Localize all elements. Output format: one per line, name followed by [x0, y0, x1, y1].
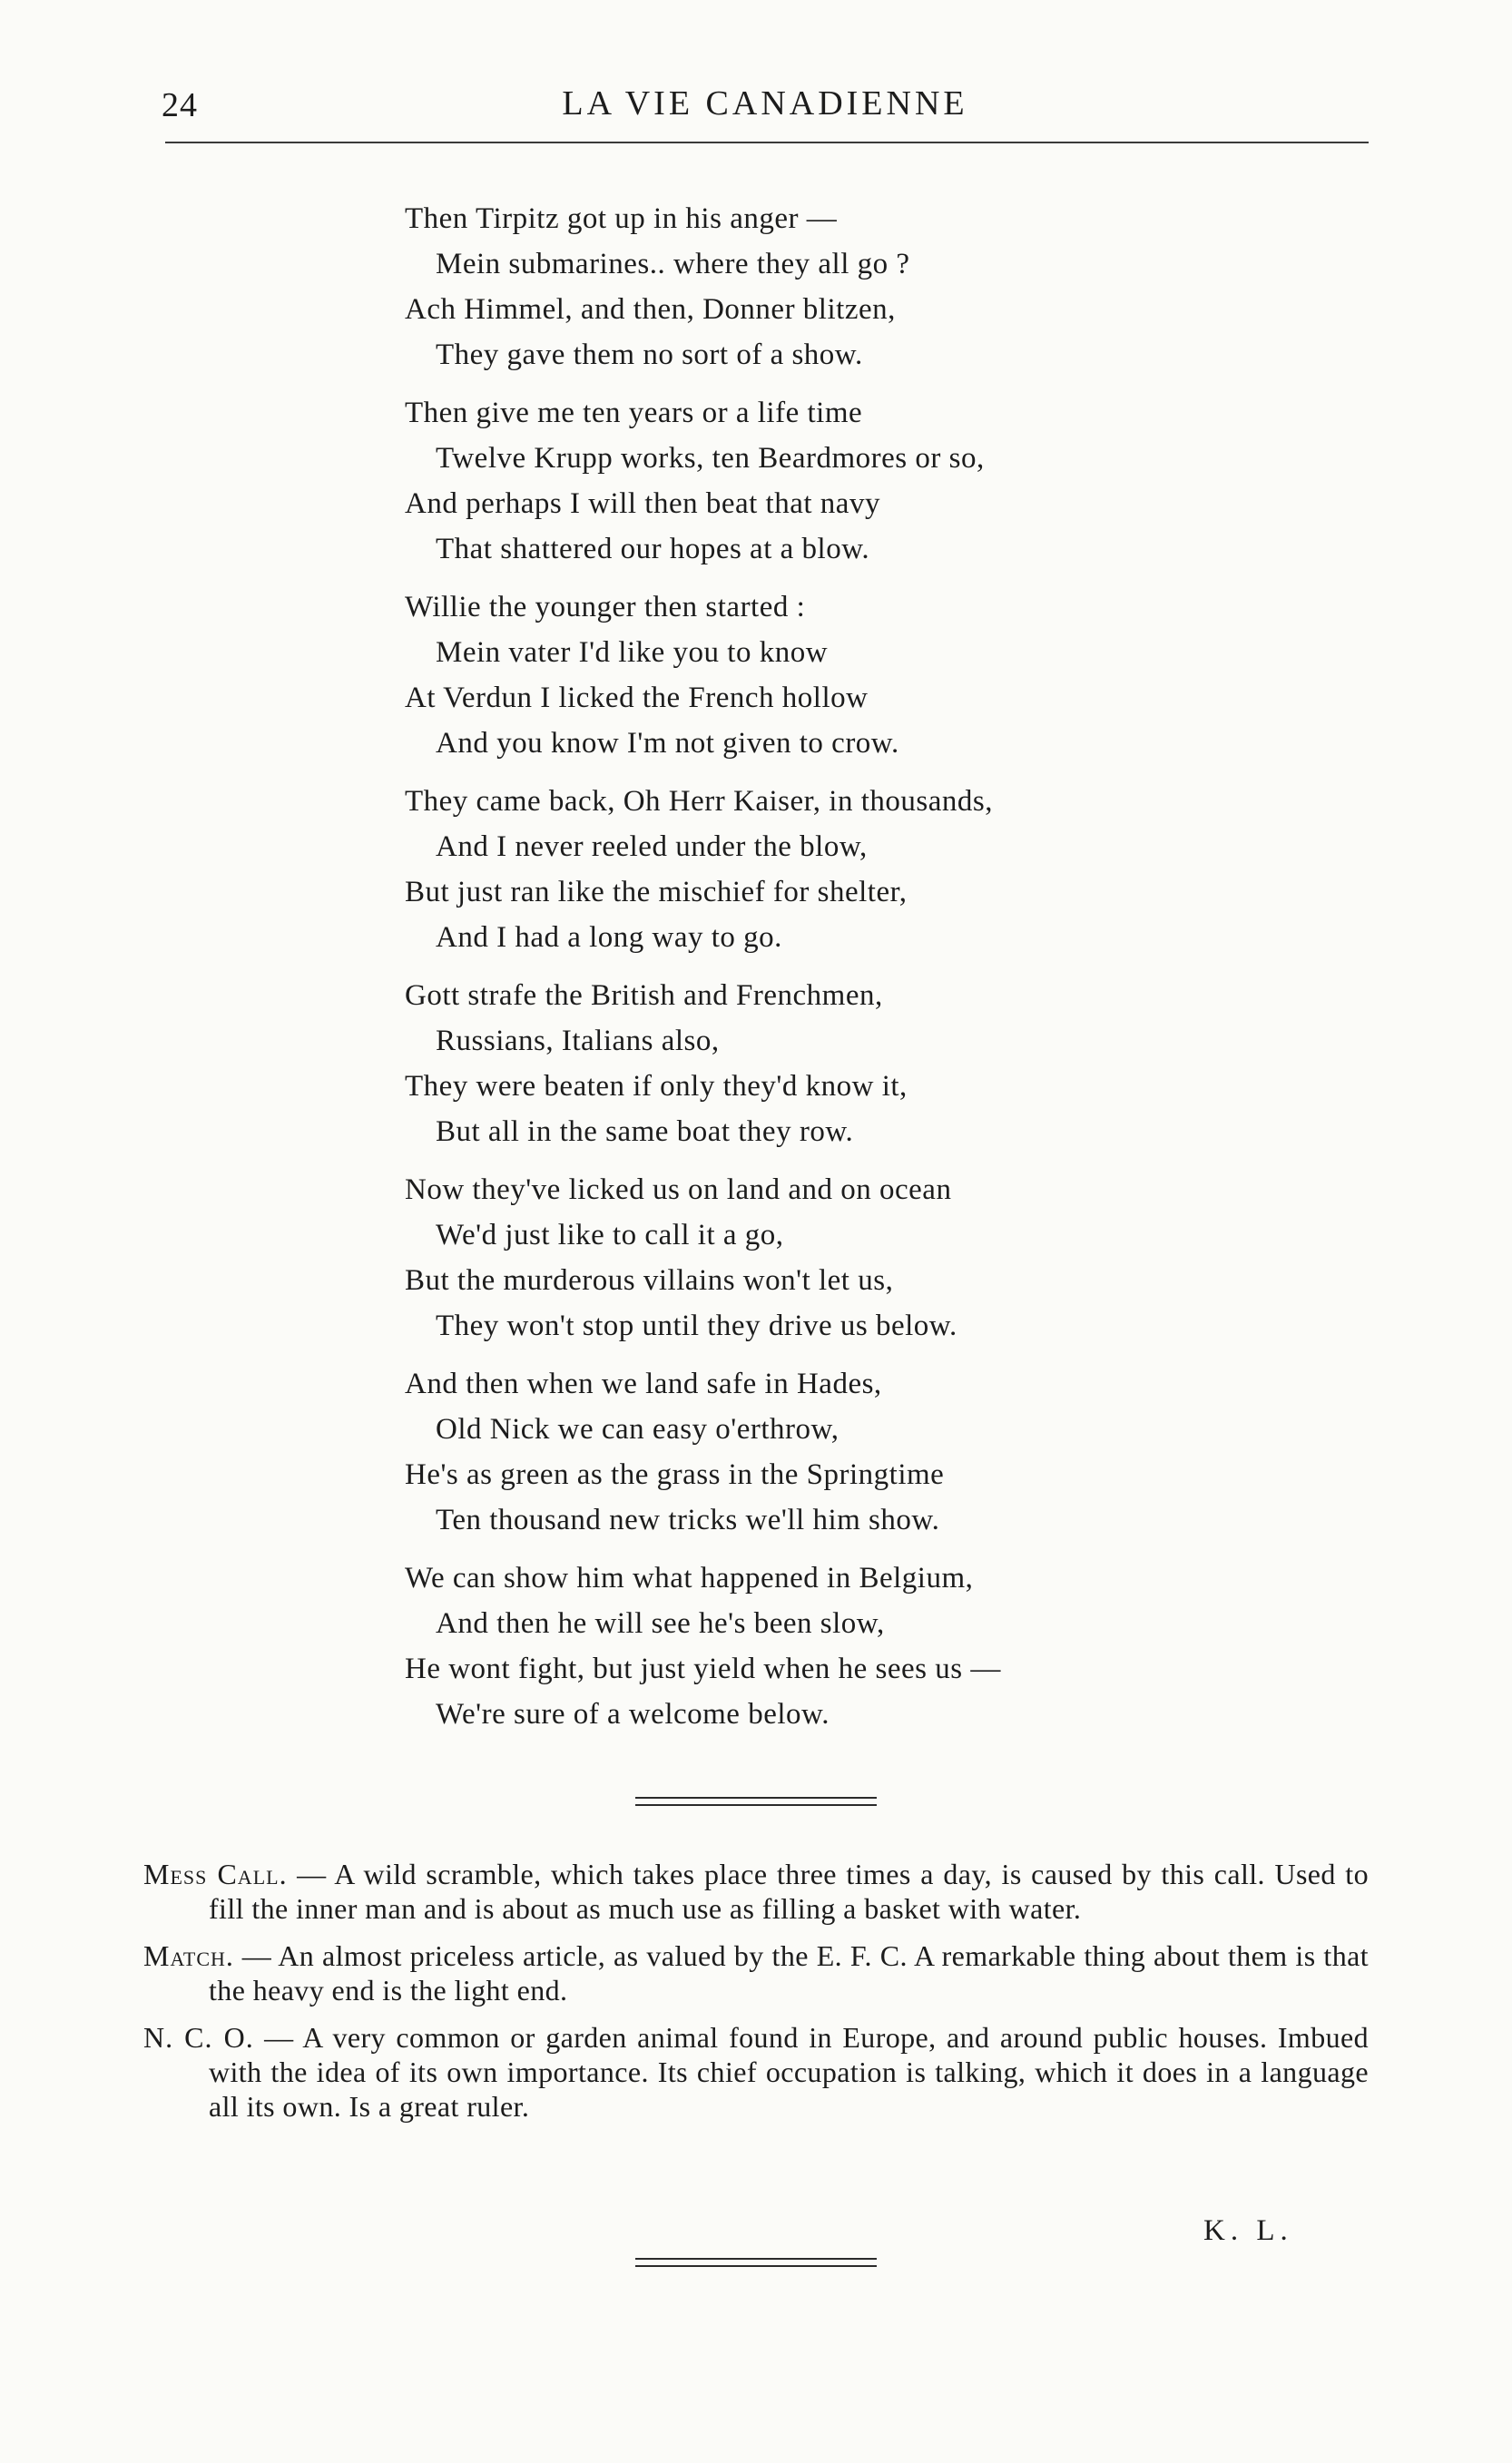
stanza-6 — [405, 1167, 1149, 1349]
poem-line: Ach Himmel, and then, Donner blitzen, — [405, 293, 896, 326]
poem-line: We're sure of a welcome below. — [436, 1698, 830, 1731]
poem-line: And then he will see he's been slow, — [436, 1607, 885, 1640]
poem-line: And I had a long way to go. — [436, 921, 782, 954]
signature: K. L. — [1203, 2214, 1293, 2247]
poem-line: And you know I'm not given to crow. — [436, 727, 899, 760]
stanza-2 — [405, 390, 1149, 572]
stanza-1 — [405, 196, 1149, 378]
glossary-term: Match. — [143, 1939, 234, 1972]
glossary — [143, 1857, 1369, 2136]
header-rule — [165, 142, 1369, 143]
poem-line: Twelve Krupp works, ten Beardmores or so, — [436, 442, 985, 475]
glossary-definition: — A wild scramble, which takes place three times a day, is caused by this call. Used to fill the inner man and is about as much use as filling a basket with water. — [209, 1858, 1369, 1925]
poem-line: We can show him what happened in Belgium, — [405, 1562, 974, 1595]
poem-line: Gott strafe the British and Frenchmen, — [405, 979, 883, 1012]
poem-line: And I never reeled under the blow, — [436, 830, 868, 863]
poem-line: Mein submarines.. where they all go ? — [436, 248, 910, 280]
poem-line: And perhaps I will then beat that navy — [405, 487, 880, 520]
section-divider — [635, 1795, 877, 1808]
poem-line: Mein vater I'd like you to know — [436, 636, 829, 669]
stanza-5 — [405, 973, 1149, 1154]
poem-line: Ten thousand new tricks we'll him show. — [436, 1504, 940, 1536]
poem-line: But all in the same boat they row. — [436, 1115, 854, 1148]
page-header — [162, 80, 1369, 125]
glossary-term: N. C. O. — [143, 2021, 254, 2054]
stanza-4 — [405, 779, 1149, 960]
poem-line: They were beaten if only they'd know it, — [405, 1070, 908, 1103]
stanza-3 — [405, 584, 1149, 766]
glossary-entry — [143, 1938, 1369, 2007]
running-title: LA VIE CANADIENNE — [562, 84, 968, 123]
poem-line: They won't stop until they drive us below. — [436, 1310, 957, 1342]
poem-line: But just ran like the mischief for shelter, — [405, 876, 908, 908]
poem-line: But the murderous villains won't let us, — [405, 1264, 894, 1297]
glossary-definition: — A very common or garden animal found in Europe, and around public houses. Imbued with the idea of its own importance. Its chief occupation is talking, which it does in a language all its own. Is a great ruler. — [209, 2021, 1370, 2123]
section-divider — [635, 2256, 877, 2269]
poem-line: That shattered our hopes at a blow. — [436, 533, 870, 565]
poem-line: Then give me ten years or a life time — [405, 397, 863, 429]
glossary-entry — [143, 1857, 1369, 1926]
poem-line: We'd just like to call it a go, — [436, 1219, 784, 1251]
poem-line: Old Nick we can easy o'erthrow, — [436, 1413, 839, 1446]
glossary-definition: — An almost priceless article, as valued by the E. F. C. A remarkable thing about them is that the heavy end is the light end. — [209, 1939, 1369, 2007]
page-number: 24 — [162, 86, 198, 124]
poem-line: And then when we land safe in Hades, — [405, 1368, 882, 1400]
poem-line: Now they've licked us on land and on ocean — [405, 1173, 952, 1206]
poem-line: They gave them no sort of a show. — [436, 339, 863, 371]
poem-line: Willie the younger then started : — [405, 591, 806, 623]
poem-line: At Verdun I licked the French hollow — [405, 682, 869, 714]
poem-line: Russians, Italians also, — [436, 1025, 720, 1057]
poem-line: He's as green as the grass in the Springtime — [405, 1458, 945, 1491]
stanza-7 — [405, 1361, 1149, 1543]
poem — [405, 196, 1149, 1750]
poem-line: He wont fight, but just yield when he sees us — — [405, 1653, 1001, 1685]
poem-line: Then Tirpitz got up in his anger — — [405, 202, 838, 235]
poem-line: They came back, Oh Herr Kaiser, in thousands, — [405, 785, 993, 818]
stanza-8 — [405, 1555, 1149, 1737]
glossary-entry — [143, 2020, 1369, 2124]
glossary-term: Mess Call. — [143, 1858, 288, 1890]
